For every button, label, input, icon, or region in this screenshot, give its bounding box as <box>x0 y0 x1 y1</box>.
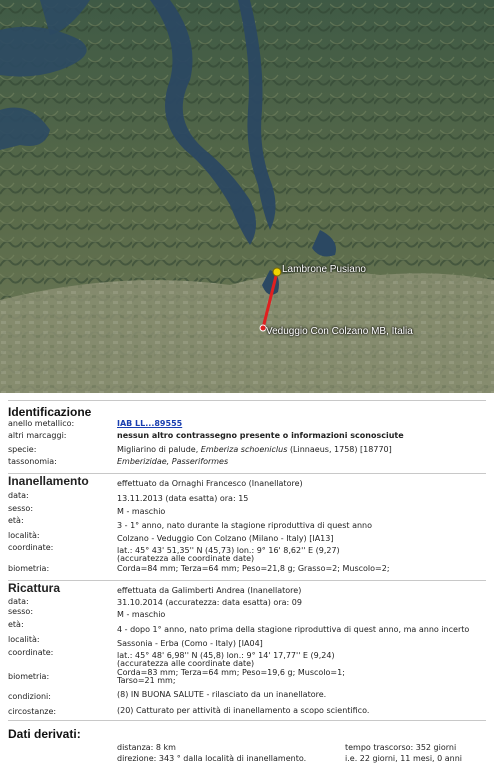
value-coordinate-note: (accuratezza alle coordinate date) <box>117 554 255 563</box>
value-coordinate-note: (accuratezza alle coordinate date) <box>117 659 255 668</box>
row-specie <box>8 443 486 457</box>
value-data: 13.11.2013 (data esatta) ora: 15 <box>117 494 249 503</box>
value-specie <box>117 445 486 455</box>
label-specie: specie: <box>8 445 37 454</box>
section-title-ricattura: Ricattura <box>8 581 61 595</box>
row-anello <box>8 419 486 431</box>
divider <box>8 400 486 401</box>
row-ricattura-header <box>8 583 486 597</box>
label-tassonomia: tassonomia: <box>8 457 57 466</box>
species-author: (Linnaeus, 1758) [18770] <box>289 445 392 454</box>
divider <box>8 720 486 721</box>
value-circostanze: (20) Catturato per attività di inanellamento a scopo scientifico. <box>117 706 370 715</box>
value-localita: Sassonia - Erba (Como - Italy) [IA04] <box>117 639 263 648</box>
value-biometria-2: Tarso=21 mm; <box>117 676 176 685</box>
value-condizioni: (8) IN BUONA SALUTE - rilasciato da un inanellatore. <box>117 690 327 699</box>
row-marcaggi <box>8 431 486 443</box>
row-eta <box>8 620 486 635</box>
value-localita: Colzano - Veduggio Con Colzano (Milano - Italy) [IA13] <box>117 534 334 543</box>
row-inanellamento-header <box>8 476 486 491</box>
row-distanza <box>8 743 486 754</box>
row-tassonomia <box>8 457 486 469</box>
value-biometria: Corda=84 mm; Terza=64 mm; Peso=21,8 g; Grasso=2; Muscolo=2; <box>117 564 390 573</box>
section-title-identificazione: Identificazione <box>8 405 92 419</box>
label-eta: età: <box>8 620 24 629</box>
species-common: Migliarino di palude, <box>117 445 199 454</box>
row-eta <box>8 516 486 531</box>
row-condizioni <box>8 688 486 704</box>
label-coordinate: coordinate: <box>8 648 54 657</box>
value-biometria: Corda=83 mm; Terza=64 mm; Peso=19,6 g; Muscolo=1; <box>117 668 345 677</box>
row-data <box>8 491 486 504</box>
value-coordinate: lat.: 45° 43' 51,35'' N (45,73) lon.: 9° 16' 8,62'' E (9,27) <box>117 546 340 555</box>
value-sesso: M - maschio <box>117 610 166 619</box>
value-eta: 3 - 1° anno, nato durante la stagione riproduttiva di quest anno <box>117 521 373 530</box>
label-data: data: <box>8 597 29 606</box>
label-sesso: sesso: <box>8 504 34 513</box>
row-biometria <box>8 564 486 577</box>
row-coordinate <box>8 648 486 668</box>
row-localita <box>8 531 486 543</box>
value-ricattura-by: effettuata da Galimberti Andrea (Inanellatore) <box>117 586 302 595</box>
row-circostanze <box>8 704 486 718</box>
map-label-end: Veduggio Con Colzano MB, Italia <box>266 326 413 337</box>
label-data: data: <box>8 491 29 500</box>
label-biometria: biometria: <box>8 672 50 681</box>
value-tassonomia: Emberizidae, Passeriformes <box>117 457 229 466</box>
ring-link[interactable]: IAB LL...89555 <box>117 419 183 428</box>
value-direzione: direzione: 343 ° dalla località di inanellamento. <box>117 754 307 763</box>
value-inanellamento-by: effettuato da Ornaghi Francesco (Inanellatore) <box>117 479 303 488</box>
value-tempo: tempo trascorso: 352 giorni <box>345 743 457 752</box>
label-condizioni: condizioni: <box>8 692 51 701</box>
value-coordinate: lat.: 45° 48' 6,98'' N (45,8) lon.: 9° 14' 17,77'' E (9,24) <box>117 651 335 660</box>
row-biometria <box>8 668 486 688</box>
label-anello: anello metallico: <box>8 419 75 428</box>
value-data: 31.10.2014 (accuratezza: data esatta) ora: 09 <box>117 598 302 607</box>
value-distanza: distanza: 8 km <box>117 743 176 752</box>
map-label-start: Lambrone Pusiano <box>282 264 366 275</box>
row-direzione <box>8 754 486 765</box>
label-localita: località: <box>8 531 40 540</box>
ringing-report <box>0 400 494 765</box>
divider <box>8 580 486 581</box>
value-eta: 4 - dopo 1° anno, nato prima della stagione riproduttiva di quest anno, ma anno incerto <box>117 625 470 634</box>
label-marcaggi: altri marcaggi: <box>8 431 67 440</box>
value-marcaggi: nessun altro contrassegno presente o informazioni sconosciute <box>117 431 404 440</box>
start-marker[interactable] <box>273 268 281 276</box>
label-coordinate: coordinate: <box>8 543 54 552</box>
label-eta: età: <box>8 516 24 525</box>
row-coordinate <box>8 543 486 564</box>
label-sesso: sesso: <box>8 607 34 616</box>
label-localita: località: <box>8 635 40 644</box>
value-tempo-detail: i.e. 22 giorni, 11 mesi, 0 anni <box>345 754 463 763</box>
section-title-inanellamento: Inanellamento <box>8 474 89 488</box>
value-sesso: M - maschio <box>117 507 166 516</box>
row-sesso <box>8 504 486 516</box>
row-sesso <box>8 607 486 620</box>
row-localita <box>8 635 486 648</box>
species-scientific: Emberiza schoeniclus <box>200 445 288 454</box>
row-data <box>8 597 486 607</box>
section-title-dati-derivati: Dati derivati: <box>8 727 81 741</box>
label-biometria: biometria: <box>8 564 50 573</box>
label-circostanze: circostanze: <box>8 707 57 716</box>
